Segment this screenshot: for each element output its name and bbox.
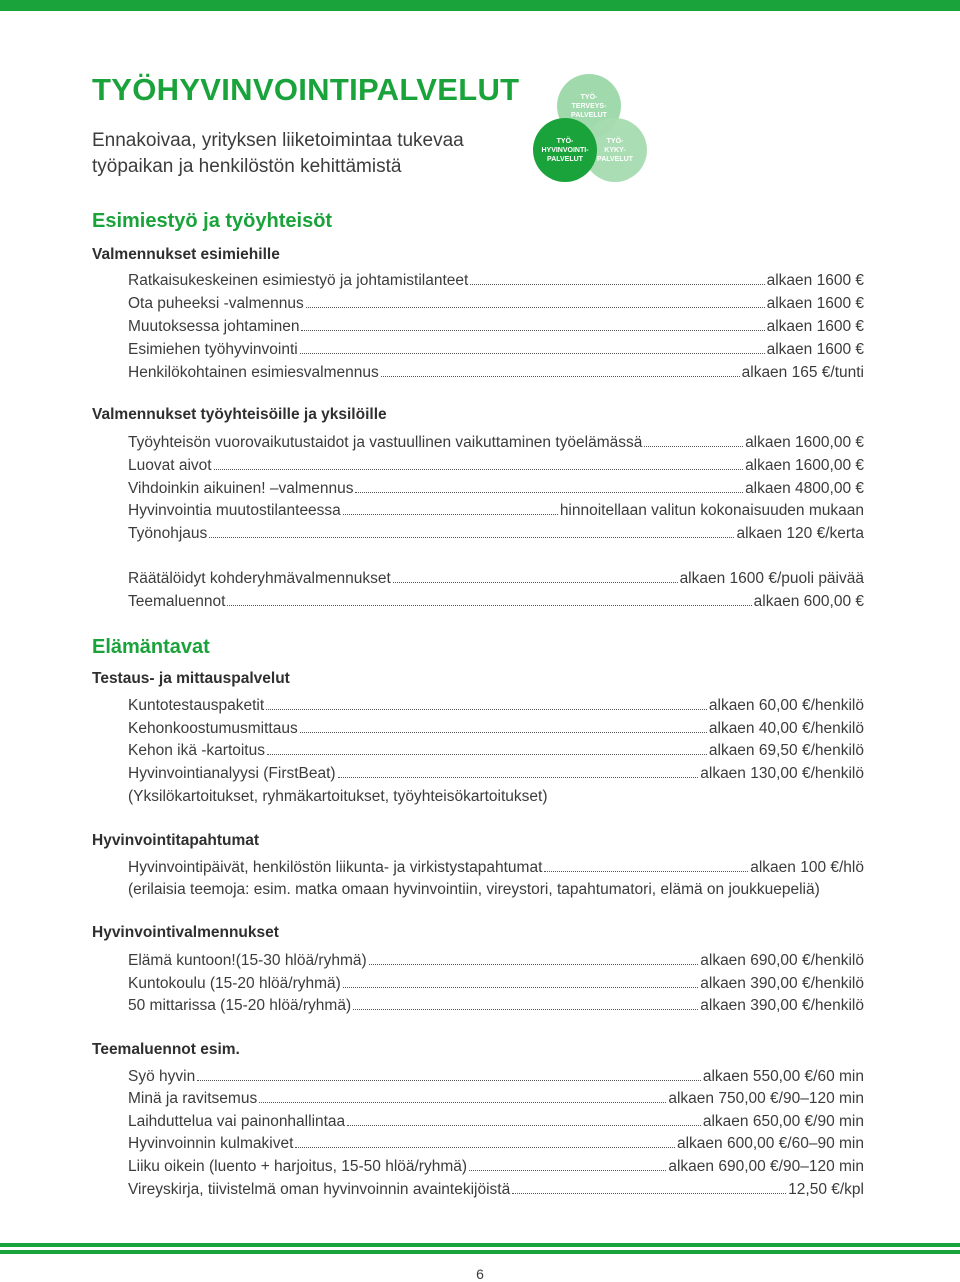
price-row: [128, 697, 864, 717]
price-row: [128, 570, 864, 590]
item-label: Työyhteisön vuorovaikutustaidot ja vastuullinen vaikuttaminen työelämässä: [128, 434, 643, 451]
item-price: alkaen 600,00 €/60–90 min: [676, 1135, 864, 1152]
price-row: [128, 1158, 864, 1178]
heading-testaus: Testaus- ja mittauspalvelut: [92, 670, 290, 687]
dot-leader: [470, 284, 764, 285]
item-price: alkaen 600,00 €: [753, 593, 864, 610]
item-label: Vihdoinkin aikuinen! –valmennus: [128, 480, 354, 497]
services-venn-diagram: [530, 74, 660, 186]
heading-valmennukset-esimiehille: Valmennukset esimiehille: [92, 246, 280, 263]
item-price: alkaen 690,00 €/henkilö: [700, 952, 864, 969]
item-price: alkaen 120 €/kerta: [736, 525, 864, 542]
item-label: Kehonkoostumusmittaus: [128, 720, 298, 737]
item-label: Elämä kuntoon!(15-30 hlöä/ryhmä): [128, 952, 367, 969]
venn-right-line-1: TYÖ-: [606, 137, 624, 145]
dot-leader: [644, 446, 743, 447]
item-label: Vireyskirja, tiivistelmä oman hyvinvoinnin avaintekijöistä: [128, 1181, 511, 1198]
item-label: 50 mittarissa (15-20 hlöä/ryhmä): [128, 997, 352, 1014]
item-label: Kuntotestauspaketit: [128, 697, 265, 714]
item-price: alkaen 1600 €: [766, 318, 864, 335]
dot-leader: [209, 537, 734, 538]
dot-leader: [266, 709, 707, 710]
venn-left-line-1: TYÖ-: [556, 137, 574, 145]
price-row: [128, 525, 864, 545]
item-label: Liiku oikein (luento + harjoitus, 15-50 hlöä/ryhmä): [128, 1158, 468, 1175]
dot-leader: [306, 307, 765, 308]
item-price: alkaen 750,00 €/90–120 min: [668, 1090, 864, 1107]
dot-leader: [355, 492, 743, 493]
item-label: Esimiehen työhyvinvointi: [128, 341, 298, 358]
dot-leader: [469, 1170, 666, 1171]
item-price: alkaen 1600,00 €: [745, 434, 864, 451]
page-number: 6: [476, 1266, 484, 1282]
dot-leader: [512, 1193, 786, 1194]
top-green-stripe: [0, 0, 960, 11]
price-row: [128, 295, 864, 315]
price-row: [128, 1113, 864, 1133]
dot-leader: [381, 376, 740, 377]
venn-left-line-2: HYVINVOINTI-: [541, 146, 589, 154]
dot-leader: [300, 732, 707, 733]
dot-leader: [259, 1102, 666, 1103]
venn-right-line-3: PALVELUT: [597, 155, 633, 163]
dot-leader: [347, 1125, 701, 1126]
price-row: [128, 434, 864, 454]
dot-leader: [214, 469, 743, 470]
price-row: [128, 364, 864, 384]
venn-right-line-2: KYKY-: [604, 146, 626, 154]
item-price: alkaen 40,00 €/henkilö: [708, 720, 864, 737]
item-label: Hyvinvointianalyysi (FirstBeat): [128, 765, 336, 782]
item-label: Ratkaisukeskeinen esimiestyö ja johtamistilanteet: [128, 272, 469, 289]
price-row: [128, 952, 864, 972]
price-row: [128, 272, 864, 292]
price-row: [128, 1135, 864, 1155]
item-price: alkaen 100 €/hlö: [750, 859, 864, 876]
price-row: [128, 1181, 864, 1201]
item-price: alkaen 1600 €: [766, 295, 864, 312]
item-label: Syö hyvin: [128, 1068, 196, 1085]
price-row: [128, 720, 864, 740]
item-price: alkaen 650,00 €/90 min: [702, 1113, 864, 1130]
item-price: alkaen 1600 €: [766, 272, 864, 289]
subtitle-line-2: työpaikan ja henkilöstön kehittämistä: [92, 156, 402, 177]
item-price: alkaen 390,00 €/henkilö: [700, 997, 864, 1014]
heading-teemaluennot: Teemaluennot esim.: [92, 1041, 240, 1058]
price-row: [128, 502, 864, 522]
price-row: [128, 318, 864, 338]
item-label: Ota puheeksi -valmennus: [128, 295, 304, 312]
dot-leader: [353, 1009, 698, 1010]
dot-leader: [369, 964, 699, 965]
item-price: alkaen 4800,00 €: [745, 480, 864, 497]
price-row: [128, 1068, 864, 1088]
dot-leader: [301, 330, 764, 331]
dot-leader: [338, 777, 699, 778]
item-price: 12,50 €/kpl: [788, 1181, 864, 1198]
item-label: Hyvinvoinnin kulmakivet: [128, 1135, 294, 1152]
price-row: [128, 593, 864, 613]
item-price: alkaen 69,50 €/henkilö: [708, 742, 864, 759]
item-label: Henkilökohtainen esimiesvalmennus: [128, 364, 379, 381]
venn-circle-tyohyvinvointipalvelut: [533, 118, 597, 182]
price-row: [128, 1090, 864, 1110]
dot-leader: [267, 754, 707, 755]
item-price: alkaen 390,00 €/henkilö: [700, 975, 864, 992]
item-label: Hyvinvointia muutostilanteessa: [128, 502, 341, 519]
price-row: [128, 765, 864, 785]
item-price: alkaen 165 €/tunti: [741, 364, 864, 381]
heading-hyvinvointivalmennukset: Hyvinvointivalmennukset: [92, 924, 279, 941]
section-title-elamantavat: Elämäntavat: [92, 636, 210, 658]
item-label: Räätälöidyt kohderyhmävalmennukset: [128, 570, 391, 587]
item-label: Hyvinvointipäivät, henkilöstön liikunta- ja virkistystapahtumat: [128, 859, 543, 876]
item-price: hinnoitellaan valitun kokonaisuuden mukaan: [559, 502, 864, 519]
venn-top-line-2: TERVEYS-: [571, 102, 607, 110]
dot-leader: [544, 871, 748, 872]
dot-leader: [295, 1147, 675, 1148]
dot-leader: [393, 582, 678, 583]
dot-leader: [343, 514, 558, 515]
item-price: alkaen 1600 €/puoli päivää: [679, 570, 864, 587]
heading-valmennukset-tyoyhteisoille: Valmennukset työyhteisöille ja yksilöille: [92, 406, 387, 423]
venn-top-line-1: TYÖ-: [580, 93, 598, 101]
item-price: alkaen 550,00 €/60 min: [702, 1068, 864, 1085]
item-price: alkaen 1600 €: [766, 341, 864, 358]
item-label: Kehon ikä -kartoitus: [128, 742, 265, 759]
dot-leader: [227, 605, 751, 606]
venn-top-line-3: PALVELUT: [571, 111, 607, 119]
price-row: [128, 457, 864, 477]
heading-hyvinvointitapahtumat: Hyvinvointitapahtumat: [92, 832, 260, 849]
item-label: Kuntokoulu (15-20 hlöä/ryhmä): [128, 975, 341, 992]
events-note: (erilaisia teemoja: esim. matka omaan hyvinvointiin, vireystori, tapahtumatori, elämä on joukkuepeliä): [128, 881, 820, 898]
subtitle-line-1: Ennakoivaa, yrityksen liiketoimintaa tukevaa: [92, 130, 464, 151]
venn-left-line-3: PALVELUT: [547, 155, 583, 163]
page-title: TYÖHYVINVOINTIPALVELUT: [92, 72, 520, 107]
item-label: Luovat aivot: [128, 457, 212, 474]
item-label: Minä ja ravitsemus: [128, 1090, 258, 1107]
price-row: [128, 997, 864, 1017]
item-label: Laihduttelua vai painonhallintaa: [128, 1113, 346, 1130]
testing-note: (Yksilökartoitukset, ryhmäkartoitukset, työyhteisökartoitukset): [128, 788, 548, 805]
dot-leader: [197, 1080, 701, 1081]
section-title-esimiestyo: Esimiestyö ja työyhteisöt: [92, 210, 333, 232]
item-price: alkaen 60,00 €/henkilö: [708, 697, 864, 714]
dot-leader: [300, 353, 765, 354]
price-row: [128, 480, 864, 500]
dot-leader: [343, 987, 698, 988]
item-label: Työnohjaus: [128, 525, 208, 542]
page-subtitle: [92, 128, 464, 180]
bottom-stripe-divider: [0, 1247, 960, 1250]
item-price: alkaen 130,00 €/henkilö: [700, 765, 864, 782]
item-label: Muutoksessa johtaminen: [128, 318, 300, 335]
price-row: [128, 742, 864, 762]
price-row: [128, 341, 864, 361]
item-price: alkaen 1600,00 €: [745, 457, 864, 474]
item-price: alkaen 690,00 €/90–120 min: [668, 1158, 864, 1175]
price-row: [128, 975, 864, 995]
price-row: [128, 859, 864, 879]
item-label: Teemaluennot: [128, 593, 226, 610]
